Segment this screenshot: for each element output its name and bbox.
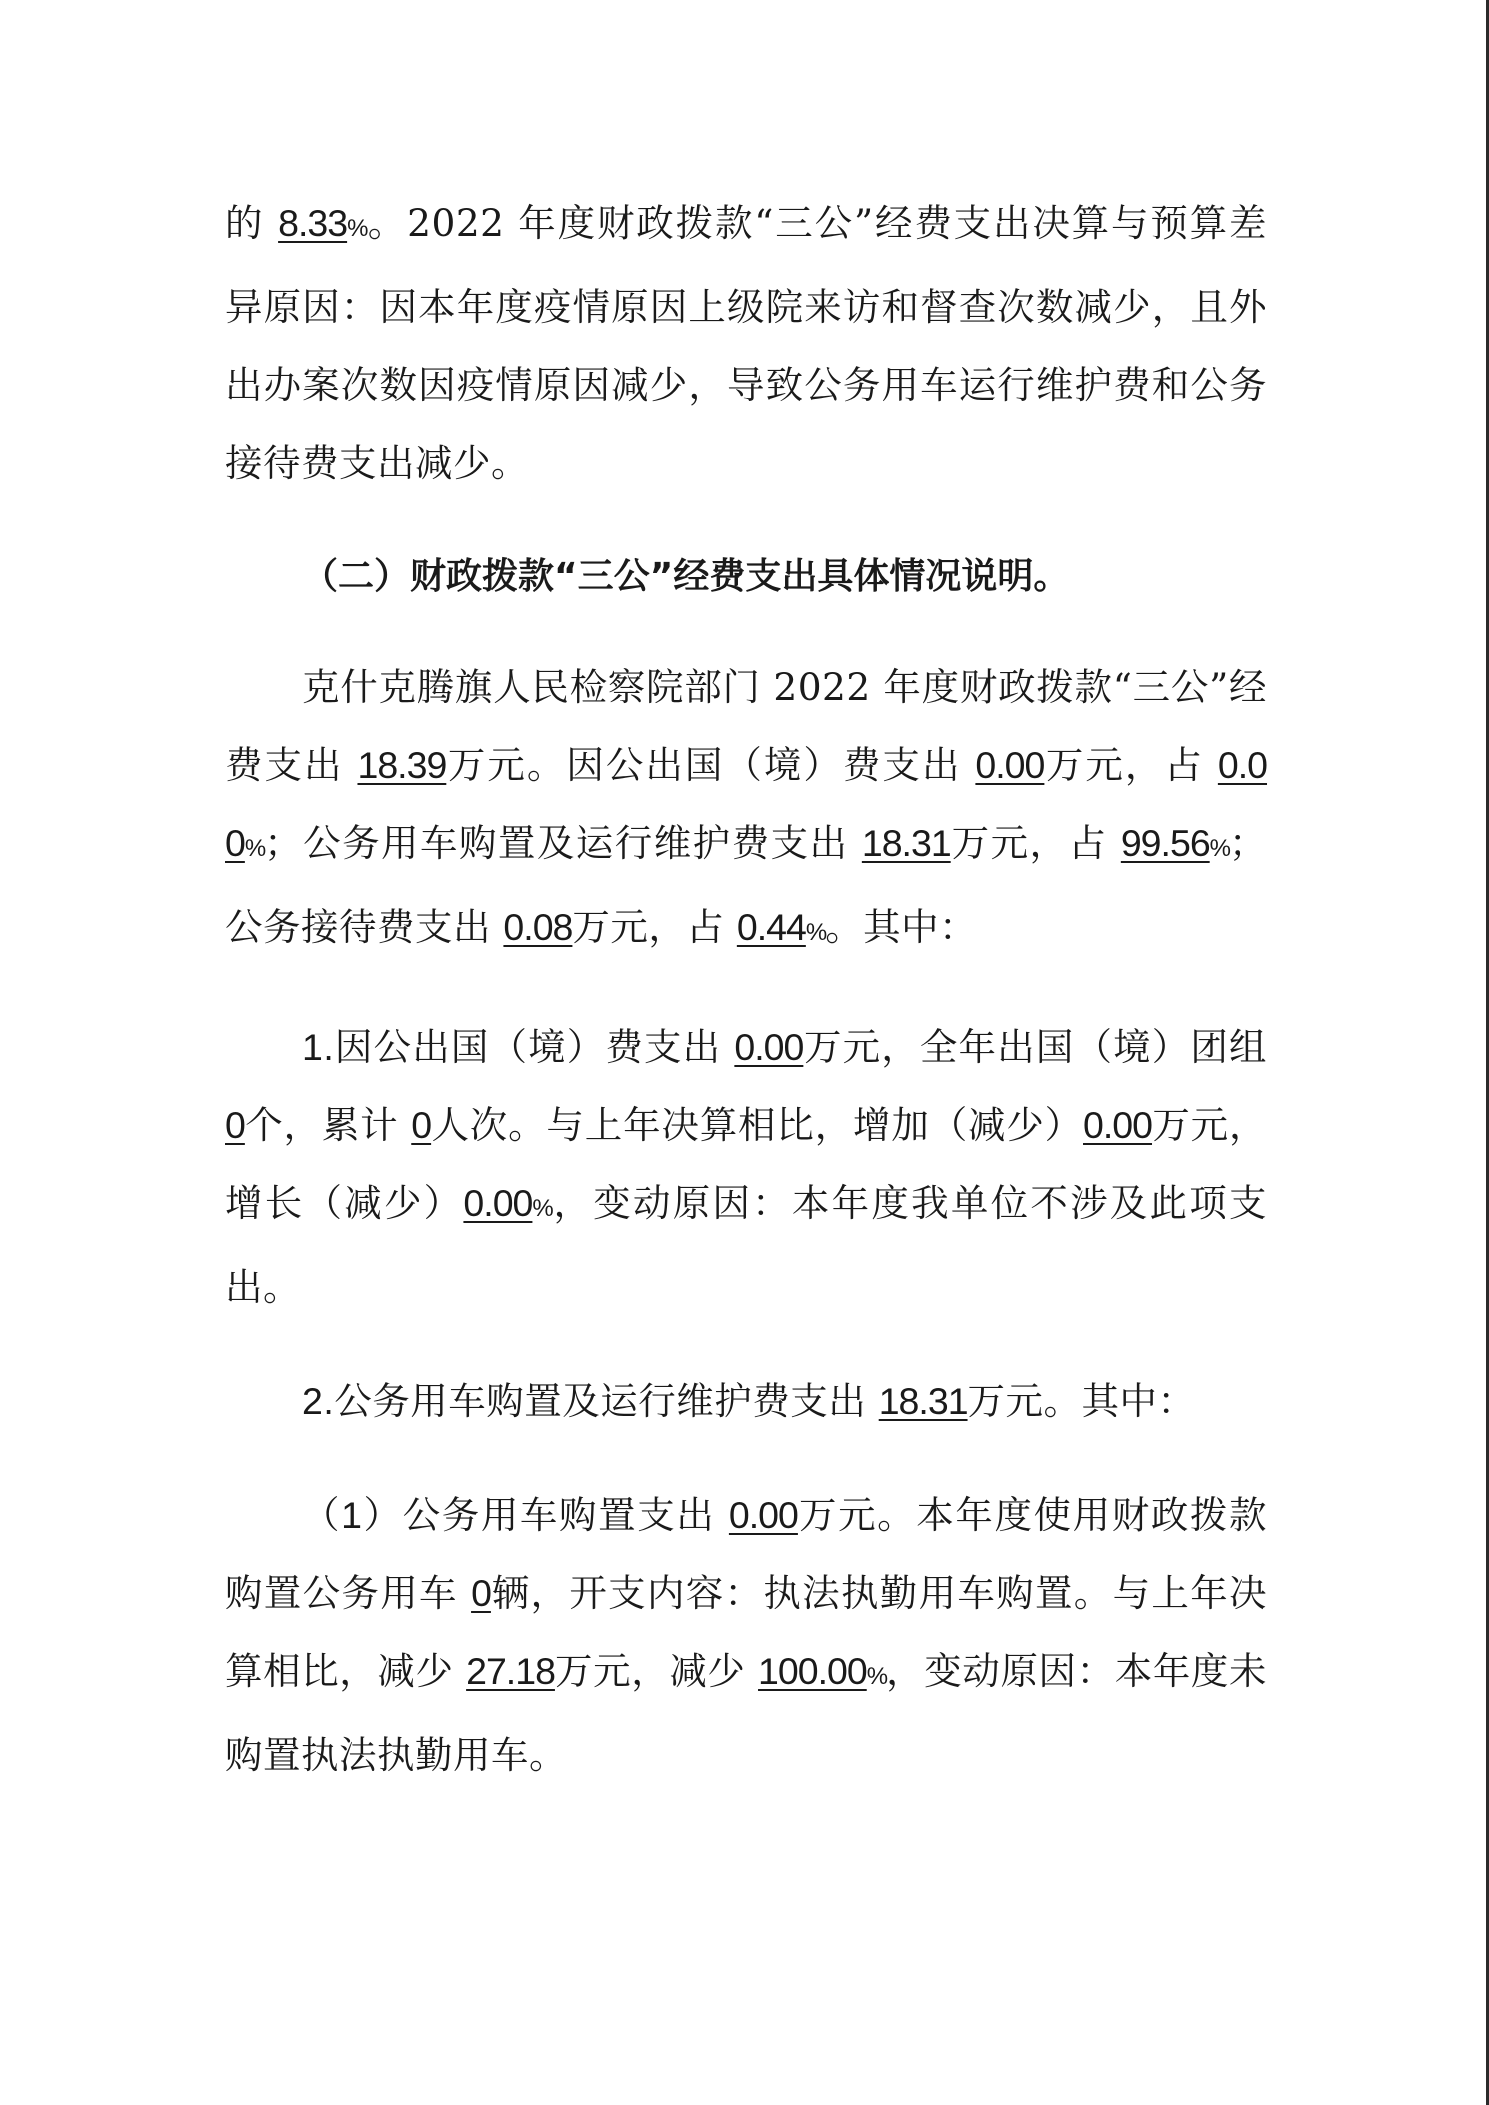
text-segment: 万元，占 (1044, 743, 1218, 787)
underlined-value: 0 (411, 1104, 432, 1146)
text-segment: 万元，减少 (554, 1649, 759, 1693)
text-segment: ，变动原因：本年度我单位不涉及此项支出。 (225, 1181, 1268, 1309)
underlined-value: 0.00 (728, 1494, 798, 1536)
underlined-value: 18.39 (357, 744, 447, 786)
text-segment: 万元，占 (950, 821, 1121, 865)
underlined-value: 0.00 (975, 744, 1045, 786)
text-segment: 万元，全年出国（境）团组 (803, 1025, 1268, 1069)
underlined-value: 0.44 (736, 906, 806, 948)
section-heading: （二）财政拨款“三公”经费支出具体情况说明。 (302, 556, 1070, 597)
paragraph-vehicle-purchase (225, 1476, 1267, 1794)
underlined-value: 0.08 (503, 906, 573, 948)
text-segment: 万元，占 (572, 905, 737, 949)
percent-sign: % (532, 1195, 552, 1222)
percent-sign: % (1209, 835, 1230, 862)
text-segment: ，变动原因：本年度未购置执法执勤用车。 (225, 1649, 1268, 1777)
underlined-value: 18.31 (878, 1380, 968, 1422)
text-segment: 的 (225, 201, 279, 245)
underlined-value: 27.18 (466, 1650, 555, 1692)
percent-sign: % (805, 919, 826, 946)
percent-sign: % (244, 835, 265, 862)
text-segment: 辆，开支内容：执法执勤用车购置。与上年决算相比，减少 (225, 1571, 1268, 1693)
list-bracket: ） (362, 1493, 403, 1537)
percent-sign: % (866, 1663, 887, 1690)
document-body (225, 184, 1267, 1794)
underlined-value: 0.00 (463, 1182, 533, 1224)
text-segment: 万元，增长（减少） (225, 1103, 1267, 1225)
list-number: 2. (302, 1380, 335, 1422)
text-segment: 万元。本年度使用财政拨款购置公务用车 (225, 1493, 1268, 1615)
underlined-value: 0 (471, 1572, 491, 1614)
text-segment: 。其中： (825, 905, 978, 949)
underlined-value: 100.00 (758, 1650, 867, 1692)
underlined-value: 18.31 (861, 822, 951, 864)
underlined-value: 0.00 (225, 744, 1268, 864)
paragraph-vehicle-expenditure (225, 1362, 1267, 1440)
text-segment: 万元。因公出国（境）费支出 (446, 743, 976, 787)
paragraph-overseas-travel (225, 1008, 1267, 1326)
text-segment: 个，累计 (244, 1103, 412, 1147)
list-number: 1. (302, 1026, 335, 1068)
text-segment: 克什克腾旗人民检察院部门 2022 年度财政拨款“三公”经费支出 (225, 665, 1267, 787)
text-segment: 人次。与上年决算相比，增加（减少） (431, 1103, 1084, 1147)
text-segment: 。2022 年度财政拨款“三公”经费支出决算与预算差异原因：因本年度疫情原因上级院来访和督查次数减少，且外出办案次数因疫情原因减少，导致公务用车运行维护费和公务接待费支出减少。 (225, 201, 1267, 485)
paragraph-budget-variance (225, 184, 1267, 502)
list-number: 1 (341, 1494, 363, 1536)
paragraph-total-expenditure (225, 648, 1267, 972)
text-segment: 万元。其中： (967, 1379, 1196, 1423)
percent-sign: % (347, 215, 367, 242)
text-segment: ；公务接待费支出 (225, 821, 1268, 949)
underlined-value: 0 (225, 1104, 245, 1146)
underlined-value: 0.00 (1083, 1104, 1153, 1146)
text-segment: 公务用车购置支出 (402, 1493, 729, 1537)
text-segment: ；公务用车购置及运行维护费支出 (264, 821, 862, 865)
list-bracket: （ (302, 1493, 342, 1537)
underlined-value: 0.00 (734, 1026, 804, 1068)
text-segment: 公务用车购置及运行维护费支出 (334, 1379, 879, 1423)
text-segment: 因公出国（境）费支出 (334, 1025, 735, 1069)
underlined-value: 99.56 (1120, 822, 1210, 864)
underlined-value: 8.33 (278, 202, 348, 244)
